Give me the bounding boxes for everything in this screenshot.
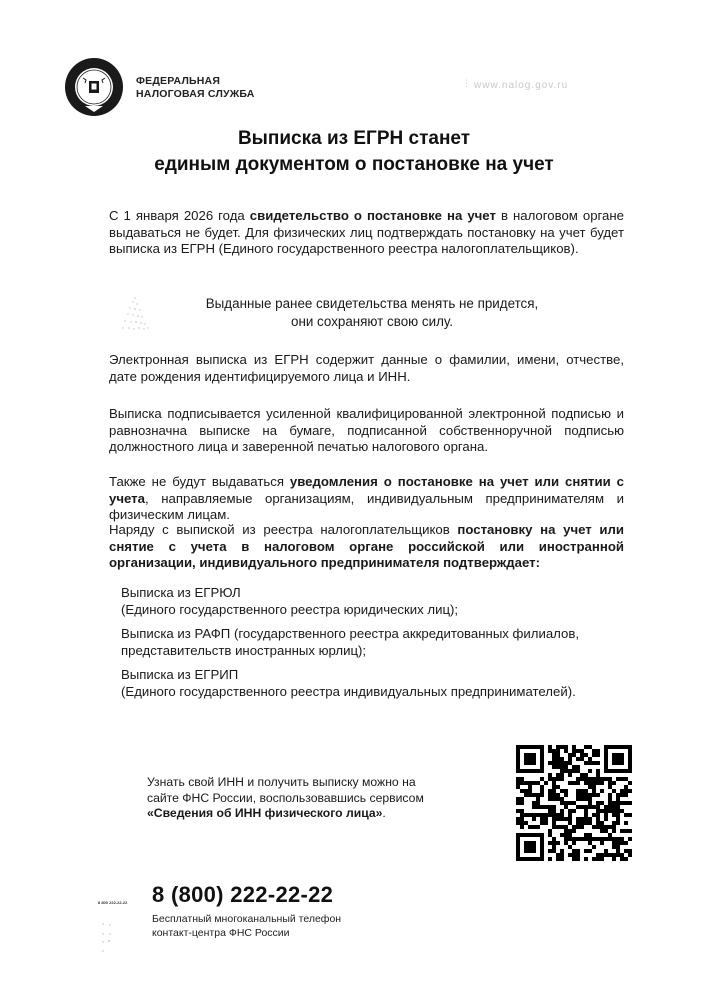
- list-item-title: Выписка из ЕГРЮЛ: [121, 585, 241, 600]
- hotline-description: [152, 912, 341, 940]
- bold-text: свидетельство о постановке на учет: [249, 208, 496, 223]
- inn-service-text: [147, 775, 477, 822]
- registry-list: [121, 585, 641, 708]
- list-item: [121, 667, 641, 700]
- org-name-line1: ФЕДЕРАЛЬНАЯ: [136, 75, 221, 87]
- site-mark-icon: ⋮: [462, 78, 471, 88]
- text: , направляемые организациям, индивидуальным предпринимателям и физическим лицам.: [109, 490, 624, 522]
- inn-line3: [147, 806, 477, 822]
- bold-text: уведомления о постановке на учет или снятии с учета: [109, 474, 624, 506]
- website-link[interactable]: www.nalog.gov.ru: [474, 80, 569, 91]
- paragraph-registration-proof: [109, 522, 624, 572]
- paragraph-certificate: [109, 208, 624, 258]
- paragraph-notifications: [109, 474, 624, 524]
- list-item: [121, 585, 641, 618]
- notice-line2: они сохраняют свою силу.: [291, 314, 453, 329]
- bold-text: постановку на учет или снятие с учета в налоговом органе российской или иностранной организации, индивидуального предпринимателя подтверждает:: [109, 522, 624, 570]
- paragraph-extract-content: Электронная выписка из ЕГРН содержит данные о фамилии, имени, отчестве, дате рождения идентифицируемого лица и ИНН.: [109, 352, 624, 384]
- org-name: [136, 75, 255, 101]
- org-name-line2: НАЛОГОВАЯ СЛУЖБА: [136, 88, 255, 100]
- list-item-desc: представительств иностранных юрлиц);: [121, 642, 367, 658]
- list-item-title: Выписка из ЕГРИП: [121, 667, 239, 682]
- list-item-title: Выписка из РАФП (государственного реестра аккредитованных филиалов,: [121, 626, 580, 641]
- faded-triangle-icon: [115, 292, 155, 334]
- hotline-desc-line1: Бесплатный многоканальный телефон: [152, 913, 342, 925]
- inn-line2: сайте ФНС России, воспользовавшись сервисом: [147, 790, 424, 805]
- hotline-phone[interactable]: 8 (800) 222-22-22: [152, 882, 334, 907]
- list-item-desc: (Единого государственного реестра индивидуальных предпринимателей).: [121, 683, 576, 699]
- decorative-dots-icon: [100, 920, 120, 960]
- notice-text: [170, 295, 574, 331]
- text: .: [382, 806, 386, 820]
- fns-emblem-icon: [63, 56, 125, 118]
- page-title: [0, 126, 708, 178]
- text: Также не будут выдаваться: [109, 474, 290, 489]
- hotline-desc-line2: контакт-центра ФНС России: [152, 927, 290, 939]
- service-name-link[interactable]: «Сведения об ИНН физического лица»: [147, 806, 383, 820]
- list-item: [121, 626, 641, 659]
- inn-line1: Узнать свой ИНН и получить выписку можно на: [147, 775, 416, 789]
- title-line2: единым документом о постановке на учет: [154, 154, 554, 175]
- paragraph-signature: Выписка подписывается усиленной квалифицированной электронной подписью и равнозначна выписке на бумаге, подписанной собственноручной подписью должностного лица и заверенной печатью налогового органа.: [109, 406, 624, 454]
- qr-code-icon[interactable]: [515, 745, 633, 861]
- title-line1: Выписка из ЕГРН станет: [237, 128, 471, 149]
- text: С 1 января 2026 года: [109, 208, 250, 223]
- phone-small: 8 800 222-22-22: [98, 900, 128, 905]
- text: Наряду с выпиской из реестра налогоплательщиков: [109, 522, 458, 537]
- notice-line1: Выданные ранее свидетельства менять не придется,: [205, 296, 539, 311]
- text: в налоговом органе выдаваться не будет. Для физических лиц подтверждать постановку на учет будет выписка из ЕГРН (Единого государственного реестра налогоплательщиков).: [109, 208, 625, 256]
- list-item-desc: (Единого государственного реестра юридических лиц);: [121, 601, 459, 617]
